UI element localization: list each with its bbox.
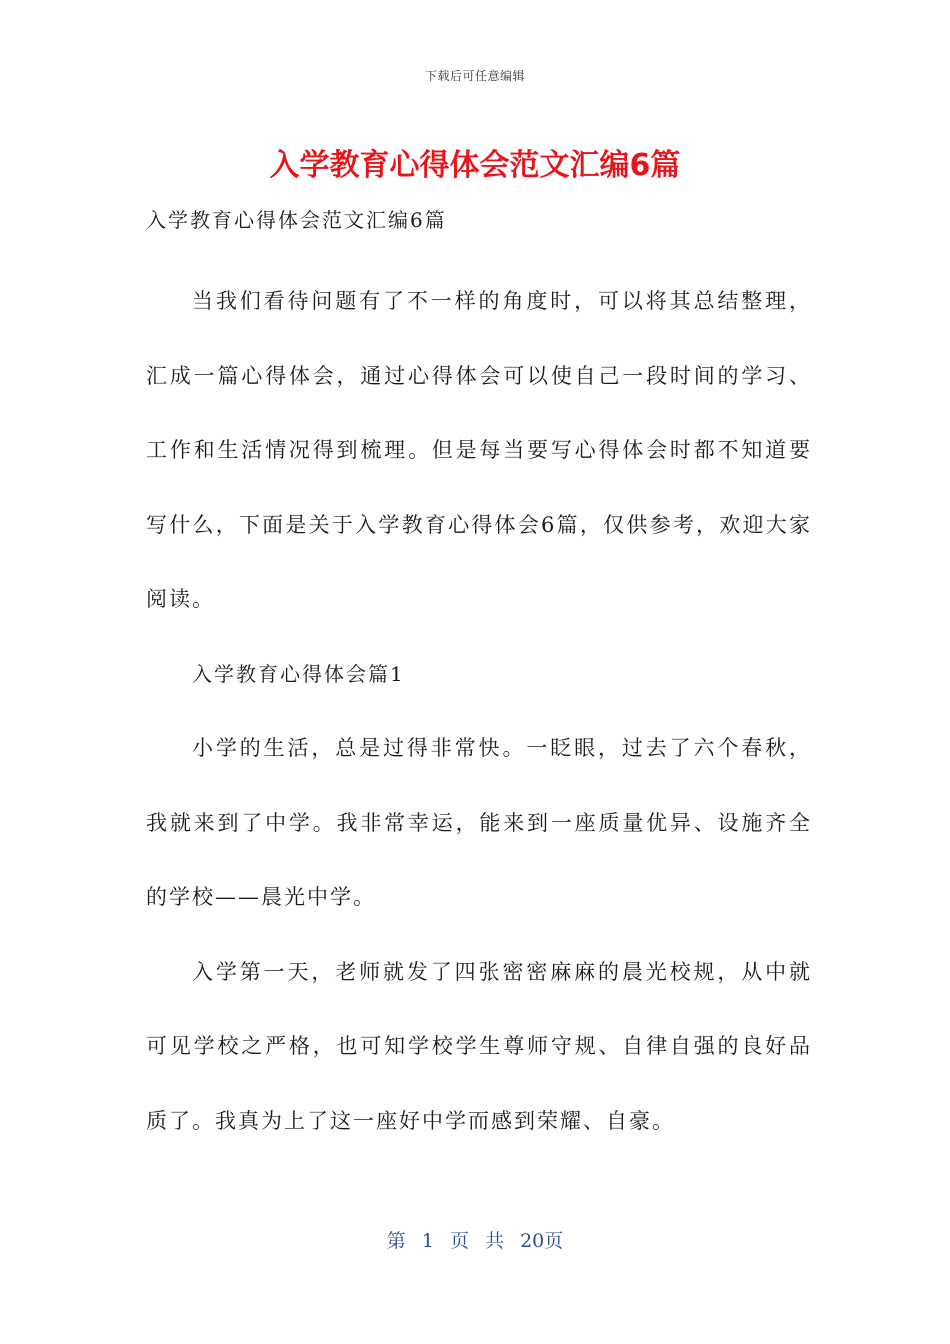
body-paragraph: 小学的生活，总是过得非常快。一眨眼，过去了六个春秋，我就来到了中学。我非常幸运，能来到一座质量优异、设施齐全的学校——晨光中学。 — [146, 736, 812, 909]
page-footer — [0, 1226, 950, 1253]
section-heading: 入学教育心得体会篇1 — [192, 661, 405, 686]
document-body — [146, 198, 812, 1158]
footer-page-number: 1 — [421, 1230, 434, 1252]
body-paragraph: 入学第一天，老师就发了四张密密麻麻的晨光校规，从中就可见学校之严格，也可知学校学生尊师守规、自律自强的良好品质了。我真为上了这一座好中学而感到荣耀、自豪。 — [146, 959, 812, 1133]
footer-total-pages: 20页 — [520, 1230, 564, 1252]
document-subtitle: 入学教育心得体会范文汇编6篇 — [146, 208, 447, 232]
footer-page-unit: 页 — [449, 1230, 469, 1252]
header-note: 下载后可任意编辑 — [424, 69, 525, 83]
footer-total-prefix: 共 — [485, 1230, 505, 1252]
footer-prefix: 第 — [386, 1230, 406, 1252]
intro-paragraph: 当我们看待问题有了不一样的角度时，可以将其总结整理，汇成一篇心得体会，通过心得体会可以使自己一段时间的学习、工作和生活情况得到梳理。但是每当要写心得体会时都不知道要写什么，下面是关于入学教育心得体会6篇，仅供参考，欢迎大家阅读。 — [146, 289, 812, 611]
document-title: 入学教育心得体会范文汇编6篇 — [269, 148, 681, 183]
